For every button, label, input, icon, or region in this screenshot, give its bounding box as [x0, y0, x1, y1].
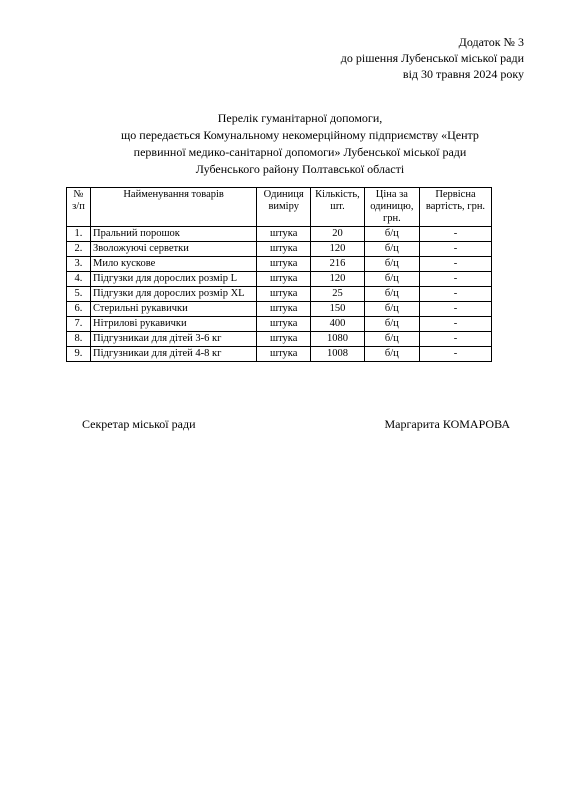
row-quantity: 1008	[311, 347, 365, 362]
goods-table	[66, 187, 492, 362]
table-row	[67, 272, 492, 287]
header-number-line2: з/п	[72, 201, 85, 212]
row-unit: штука	[257, 332, 311, 347]
header-price-line3: грн.	[382, 213, 401, 224]
table-row	[67, 287, 492, 302]
header-value-line1: Первісна	[435, 189, 476, 200]
row-value: -	[419, 272, 491, 287]
row-unit: штука	[257, 287, 311, 302]
row-number: 9.	[67, 347, 91, 362]
header-name-text: Найменування товарів	[123, 189, 224, 200]
row-price: б/ц	[364, 332, 419, 347]
row-quantity: 120	[311, 242, 365, 257]
row-number: 5.	[67, 287, 91, 302]
table-header-row	[67, 188, 492, 227]
row-price: б/ц	[364, 227, 419, 242]
row-unit: штука	[257, 317, 311, 332]
row-quantity: 1080	[311, 332, 365, 347]
table-row	[67, 332, 492, 347]
row-name: Мило кускове	[90, 257, 256, 272]
header-number	[67, 188, 91, 227]
row-unit: штука	[257, 272, 311, 287]
row-price: б/ц	[364, 242, 419, 257]
row-number: 6.	[67, 302, 91, 317]
table-row	[67, 302, 492, 317]
row-name: Стерильні рукавички	[90, 302, 256, 317]
row-quantity: 25	[311, 287, 365, 302]
header-quantity-line1: Кількість,	[315, 189, 360, 200]
header-unit-line2: виміру	[268, 201, 299, 212]
row-unit: штука	[257, 347, 311, 362]
row-value: -	[419, 242, 491, 257]
annex-header	[341, 34, 524, 82]
annex-decision: до рішення Лубенської міської ради	[340, 51, 524, 65]
row-name: Нітрилові рукавички	[90, 317, 256, 332]
header-quantity-line2: шт.	[330, 201, 345, 212]
table-row	[67, 347, 492, 362]
row-number: 7.	[67, 317, 91, 332]
table-row	[67, 317, 492, 332]
row-unit: штука	[257, 302, 311, 317]
row-name: Підгузки для дорослих розмір XL	[90, 287, 256, 302]
row-name: Пральний порошок	[90, 227, 256, 242]
table-row	[67, 257, 492, 272]
row-quantity: 120	[311, 272, 365, 287]
header-name	[90, 188, 256, 227]
annex-date: від 30 травня 2024 року	[402, 67, 524, 81]
title-line-4: Лубенського району Полтавської області	[195, 162, 405, 176]
table-row	[67, 227, 492, 242]
row-number: 3.	[67, 257, 91, 272]
table-row	[67, 242, 492, 257]
row-price: б/ц	[364, 347, 419, 362]
header-unit	[257, 188, 311, 227]
header-number-line1: №	[73, 189, 84, 200]
header-price	[364, 188, 419, 227]
row-value: -	[419, 332, 491, 347]
row-unit: штука	[257, 227, 311, 242]
row-name: Підгузки для дорослих розмір L	[90, 272, 256, 287]
row-value: -	[419, 347, 491, 362]
title-line-3: первинної медико-санітарної допомоги» Лубенської міської ради	[133, 145, 467, 159]
row-quantity: 20	[311, 227, 365, 242]
title-line-1: Перелік гуманітарної допомоги,	[217, 111, 383, 125]
header-unit-line1: Одиниця	[263, 189, 304, 200]
row-price: б/ц	[364, 302, 419, 317]
header-price-line2: одиницю,	[370, 201, 414, 212]
row-price: б/ц	[364, 257, 419, 272]
row-value: -	[419, 287, 491, 302]
title-line-2: що передається Комунальному некомерційному підприємству «Центр	[121, 128, 479, 142]
row-name: Підгузникаи для дітей 4-8 кг	[90, 347, 256, 362]
row-number: 1.	[67, 227, 91, 242]
row-price: б/ц	[364, 272, 419, 287]
row-value: -	[419, 257, 491, 272]
header-value-line2: вартість, грн.	[425, 201, 486, 212]
row-name: Зволожуючі серветки	[90, 242, 256, 257]
header-initial-value	[419, 188, 491, 227]
signatory-name: Маргарита КОМАРОВА	[384, 417, 510, 431]
row-value: -	[419, 227, 491, 242]
row-quantity: 400	[311, 317, 365, 332]
row-unit: штука	[257, 242, 311, 257]
row-value: -	[419, 302, 491, 317]
annex-number: Додаток № 3	[458, 35, 524, 49]
row-price: б/ц	[364, 317, 419, 332]
row-quantity: 150	[311, 302, 365, 317]
header-price-line1: Ціна за	[375, 189, 408, 200]
row-value: -	[419, 317, 491, 332]
row-quantity: 216	[311, 257, 365, 272]
row-number: 8.	[67, 332, 91, 347]
document-title	[60, 110, 540, 178]
row-name: Підгузникаи для дітей 3-6 кг	[90, 332, 256, 347]
signatory-position: Секретар міської ради	[82, 417, 196, 431]
row-number: 2.	[67, 242, 91, 257]
row-number: 4.	[67, 272, 91, 287]
row-unit: штука	[257, 257, 311, 272]
header-quantity	[311, 188, 365, 227]
row-price: б/ц	[364, 287, 419, 302]
